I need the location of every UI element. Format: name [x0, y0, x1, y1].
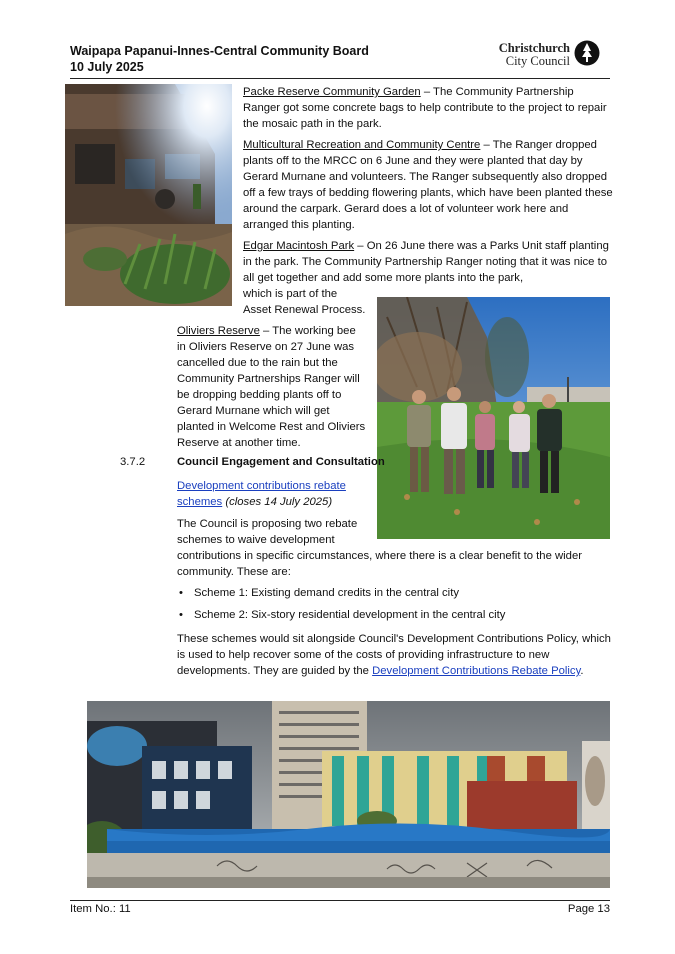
document-header — [70, 43, 369, 75]
oliviers-reserve-heading: Oliviers Reserve — [177, 325, 260, 337]
dc-closing-date: (closes 14 July 2025) — [225, 496, 333, 508]
photo-parks-team-planting — [377, 297, 610, 539]
packe-reserve-paragraph — [243, 84, 613, 132]
scheme-list — [177, 585, 505, 629]
closing-paragraph: These schemes would sit alongside Council's Development Contributions Policy, which is used to help recover some of the costs of providing infrastructure to new developments. They are guided by the Development Contributions Rebate Policy. — [177, 633, 611, 677]
rebate-policy-link[interactable]: Development Contributions Rebate Policy — [372, 665, 581, 677]
item-number: Item No.: 11 — [70, 903, 131, 915]
section-title: Council Engagement and Consultation — [177, 456, 385, 468]
council-logo-icon — [574, 40, 600, 66]
dc-consultation-line — [177, 478, 367, 510]
mrcc-paragraph — [243, 137, 613, 233]
mrcc-text: – The Ranger dropped plants off to the MRCC on 6 June and they were planted that day by Gerard Murnane and volunteers. The Ranger subsequently also dropped off a few trays of bedding flowering plants, which have been planted these around the carpark. Gerard does a lot of volunteer work here and arranged this planting. — [243, 139, 613, 231]
development-contributions-link[interactable]: Development contributions rebate schemes — [177, 480, 346, 508]
board-name: Waipapa Papanui-Innes-Central Community Board — [70, 44, 369, 58]
section-number: 3.7.2 — [120, 456, 146, 468]
mrcc-heading: Multicultural Recreation and Community Centre — [243, 139, 481, 151]
packe-reserve-heading: Packe Reserve Community Garden — [243, 86, 421, 98]
closing-text: These schemes would sit alongside Council's Development Contributions Policy, which is used to help recover some of the costs of providing infrastructure to new developments. They are guided by the — [177, 633, 611, 677]
list-item: • Scheme 1: Existing demand credits in the central city — [177, 585, 505, 601]
header-rule — [70, 78, 610, 79]
rebate-intro-a: The Council is proposing two rebate schemes to waive development — [177, 518, 358, 546]
edgar-macintosh-text-cont: which is part of the Asset Renewal Process. — [243, 288, 366, 316]
list-item: • Scheme 2: Six-story residential development in the central city — [177, 607, 505, 623]
logo-line-2: City Council — [505, 54, 570, 68]
meeting-date: 10 July 2025 — [70, 60, 144, 74]
photo-central-city — [87, 701, 610, 888]
oliviers-reserve-text: – The working bee in Oliviers Reserve on 27 June was cancelled due to the rain but the Community Partnerships Ranger will be dropping bedding plants off to Gerard Murnane which will get planted in Welcome Rest and Oliviers Reserve at another time. — [177, 325, 366, 449]
rebate-intro-b: contributions in specific circumstances, where there is a clear benefit to the wider community. These are: — [177, 550, 582, 578]
photo-mrcc-garden — [65, 84, 232, 306]
council-logo — [496, 40, 610, 72]
logo-line-1: Christchurch — [498, 41, 570, 55]
packe-reserve-text: – The Community Partnership Ranger got some concrete bags to help contribute to the project to repair the mosaic path in the park. — [243, 86, 607, 130]
footer-rule — [70, 900, 610, 901]
oliviers-reserve-paragraph — [177, 323, 367, 451]
page-number: Page 13 — [567, 903, 610, 915]
edgar-macintosh-text: – On 26 June there was a Parks Unit staff planting in the park. The Community Partnership Ranger noting that it was nice to all get together and add some more plants into the park, — [243, 240, 609, 284]
edgar-macintosh-heading: Edgar Macintosh Park — [243, 240, 355, 252]
edgar-macintosh-paragraph — [243, 238, 613, 286]
